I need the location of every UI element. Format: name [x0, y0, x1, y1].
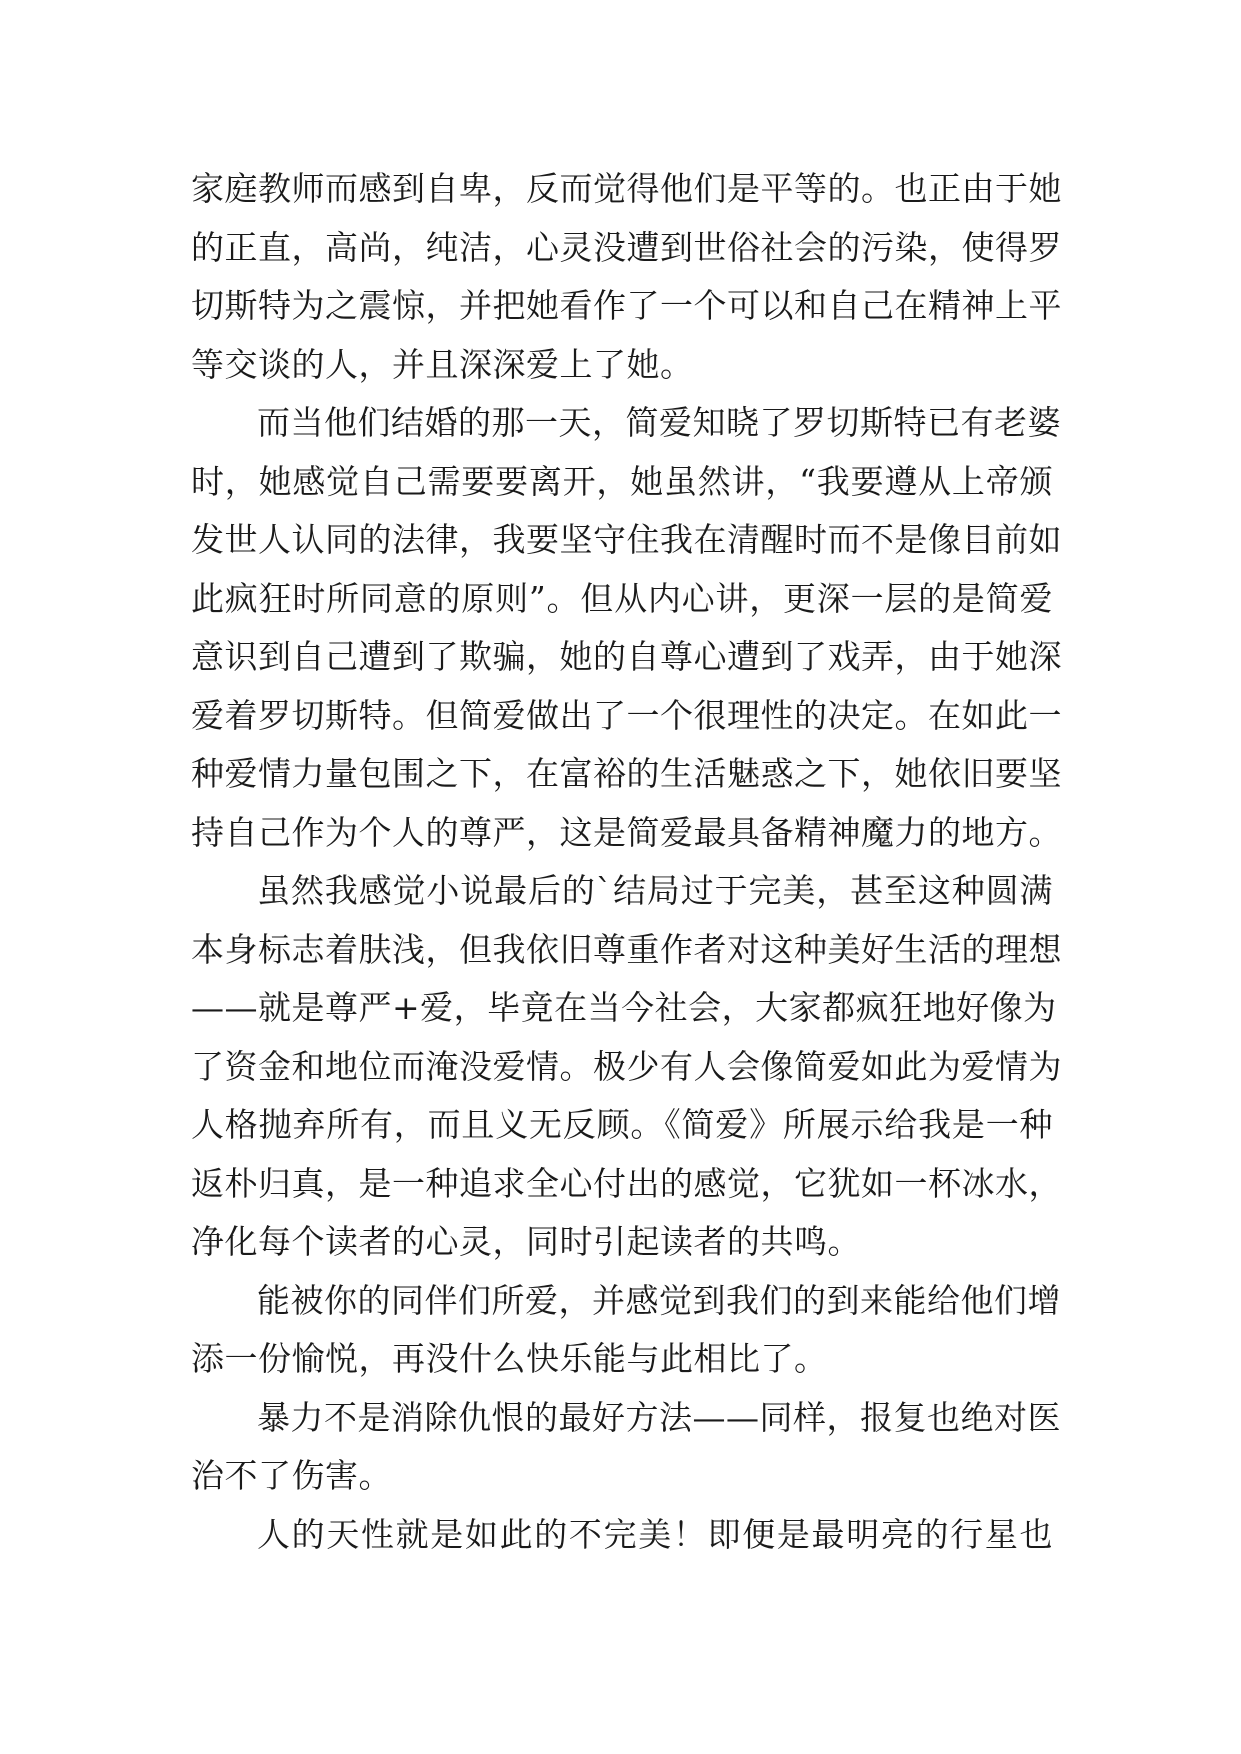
text-line: 暴力不是消除仇恨的最好方法——同样，报复也绝对医: [257, 1397, 1061, 1437]
text-line: 等交谈的人，并且深深爱上了她。: [191, 344, 694, 384]
text-line: 人格抛弃所有，而且义无反顾。《简爱》所展示给我是一种: [191, 1105, 1053, 1144]
text-line: 持自己作为个人的尊严，这是简爱最具备精神魔力的地方。: [191, 812, 1062, 852]
text-line: 发世人认同的法律，我要坚守住我在清醒时而不是像目前如: [191, 520, 1062, 559]
paragraph: [191, 862, 1062, 1272]
text-line: 了资金和地位而淹没爱情。极少有人会像简爱如此为爱情为: [191, 1046, 1062, 1086]
text-line: 净化每个读者的心灵，同时引起读者的共鸣。: [191, 1222, 861, 1261]
text-line: 人的天性就是如此的不完美！即便是最明亮的行星也: [257, 1514, 1053, 1554]
text-line: 的正直，高尚，纯洁，心灵没遭到世俗社会的污染，使得罗: [191, 227, 1062, 267]
text-line: 而当他们结婚的那一天，简爱知晓了罗切斯特已有老婆: [257, 403, 1061, 442]
paragraph: [191, 1506, 1053, 1565]
text-line: ——就是尊严+爱，毕竟在当今社会，大家都疯狂地好像为: [191, 988, 1057, 1027]
text-line: 此疯狂时所同意的原则”。但从内心讲，更深一层的是简爱: [191, 578, 1053, 618]
text-line: 能被你的同伴们所爱，并感觉到我们的到来能给他们增: [257, 1280, 1061, 1320]
text-line: 切斯特为之震惊，并把她看作了一个可以和自己在精神上平: [191, 286, 1062, 325]
paragraph: [191, 160, 1062, 394]
paragraph: [191, 1272, 1061, 1389]
text-line: 时，她感觉自己需要要离开，她虽然讲，“我要遵从上帝颁: [191, 461, 1053, 501]
text-line: 返朴归真，是一种追求全心付出的感觉，它犹如一杯冰水，: [191, 1163, 1062, 1203]
text-line: 虽然我感觉小说最后的`结局过于完美，甚至这种圆满: [257, 871, 1053, 910]
paragraph: [191, 394, 1062, 862]
text-line: 添一份愉悦，再没什么快乐能与此相比了。: [191, 1339, 828, 1378]
text-line: 爱着罗切斯特。但简爱做出了一个很理性的决定。在如此一: [191, 695, 1062, 735]
text-line: 本身标志着肤浅，但我依旧尊重作者对这种美好生活的理想: [191, 929, 1062, 969]
text-line: 治不了伤害。: [191, 1456, 392, 1495]
text-line: 意识到自己遭到了欺骗，她的自尊心遭到了戏弄，由于她深: [191, 637, 1062, 676]
paragraph: [191, 1389, 1061, 1506]
document-body: [191, 160, 1062, 1564]
text-line: 种爱情力量包围之下，在富裕的生活魅惑之下，她依旧要坚: [191, 754, 1062, 793]
text-line: 家庭教师而感到自卑，反而觉得他们是平等的。也正由于她: [191, 169, 1062, 208]
